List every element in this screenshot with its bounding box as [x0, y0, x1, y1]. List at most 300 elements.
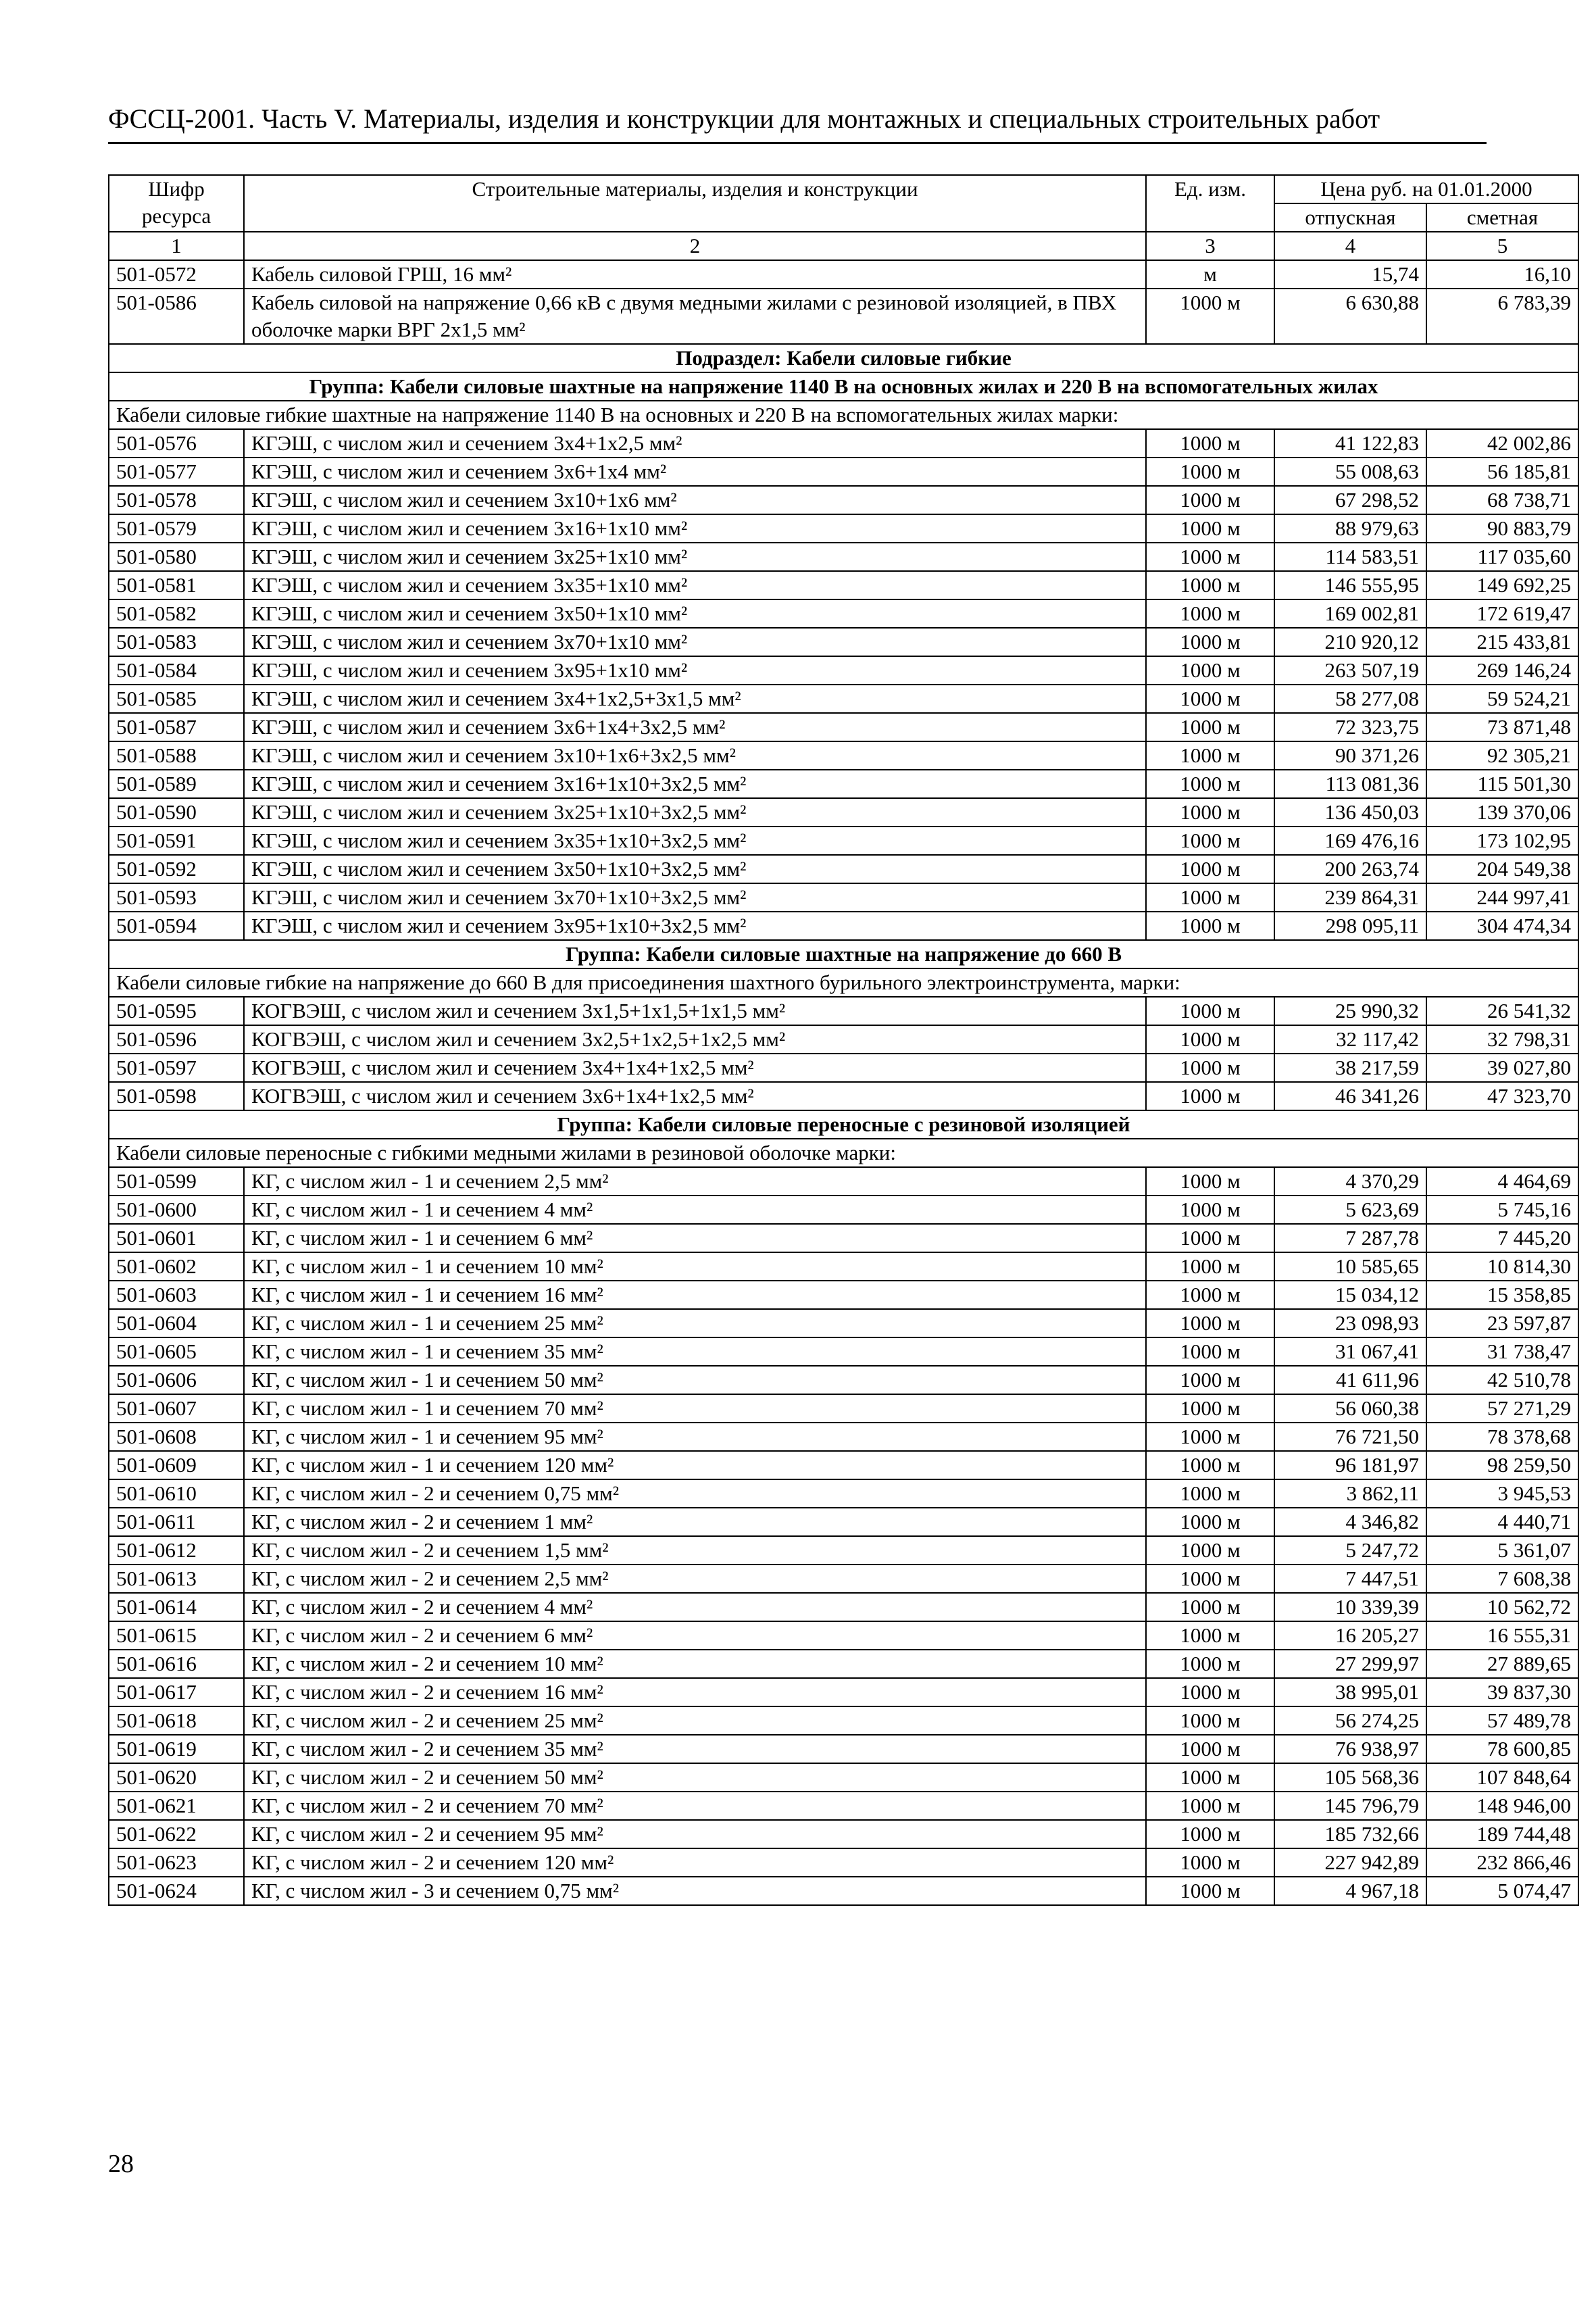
release-price: 10 585,65	[1274, 1252, 1426, 1281]
estimate-price: 3 945,53	[1426, 1479, 1578, 1508]
estimate-price: 5 074,47	[1426, 1877, 1578, 1905]
resource-name: КГЭШ, с числом жил и сечением 3х10+1х6 мм²	[244, 486, 1146, 514]
resource-name: КГ, с числом жил - 1 и сечением 4 мм²	[244, 1196, 1146, 1224]
resource-code: 501-0619	[109, 1735, 244, 1763]
table-row	[109, 599, 1578, 628]
table-row	[109, 429, 1578, 458]
unit-cell: 1000 м	[1146, 486, 1274, 514]
subsection-title: Подраздел: Кабели силовые гибкие	[109, 344, 1578, 372]
table-row	[109, 1565, 1578, 1593]
group-title-row	[109, 940, 1578, 968]
table-row	[109, 1451, 1578, 1479]
resource-name: КГ, с числом жил - 2 и сечением 4 мм²	[244, 1593, 1146, 1621]
resource-code: 501-0601	[109, 1224, 244, 1252]
group-description: Кабели силовые переносные с гибкими медными жилами в резиновой оболочке марки:	[109, 1139, 1578, 1167]
unit-cell: 1000 м	[1146, 1054, 1274, 1082]
unit-cell: 1000 м	[1146, 543, 1274, 571]
column-number: 2	[244, 232, 1146, 260]
unit-cell: 1000 м	[1146, 1792, 1274, 1820]
release-price: 169 002,81	[1274, 599, 1426, 628]
estimate-price: 244 997,41	[1426, 883, 1578, 912]
resource-name: КГ, с числом жил - 1 и сечением 6 мм²	[244, 1224, 1146, 1252]
table-row	[109, 1252, 1578, 1281]
resource-name: КГЭШ, с числом жил и сечением 3х25+1х10 мм²	[244, 543, 1146, 571]
unit-cell: 1000 м	[1146, 289, 1274, 344]
column-number: 4	[1274, 232, 1426, 260]
estimate-price: 215 433,81	[1426, 628, 1578, 656]
release-price: 146 555,95	[1274, 571, 1426, 599]
resource-name: КГЭШ, с числом жил и сечением 3х70+1х10+3х2,5 мм²	[244, 883, 1146, 912]
group-title: Группа: Кабели силовые шахтные на напряжение до 660 В	[109, 940, 1578, 968]
release-price: 185 732,66	[1274, 1820, 1426, 1848]
release-price: 55 008,63	[1274, 458, 1426, 486]
unit-cell: 1000 м	[1146, 458, 1274, 486]
release-price: 56 274,25	[1274, 1706, 1426, 1735]
resource-code: 501-0623	[109, 1848, 244, 1877]
release-price: 10 339,39	[1274, 1593, 1426, 1621]
estimate-price: 7 445,20	[1426, 1224, 1578, 1252]
table-row	[109, 1536, 1578, 1565]
table-row	[109, 260, 1578, 289]
table-row	[109, 713, 1578, 741]
resource-code: 501-0607	[109, 1394, 244, 1423]
unit-cell: 1000 м	[1146, 883, 1274, 912]
resource-code: 501-0624	[109, 1877, 244, 1905]
release-price: 263 507,19	[1274, 656, 1426, 685]
table-row	[109, 1479, 1578, 1508]
release-price: 46 341,26	[1274, 1082, 1426, 1110]
estimate-price: 68 738,71	[1426, 486, 1578, 514]
unit-cell: 1000 м	[1146, 1536, 1274, 1565]
release-price: 90 371,26	[1274, 741, 1426, 770]
resource-name: КГЭШ, с числом жил и сечением 3х10+1х6+3х2,5 мм²	[244, 741, 1146, 770]
resource-code: 501-0588	[109, 741, 244, 770]
release-price: 38 995,01	[1274, 1678, 1426, 1706]
resource-name: КГ, с числом жил - 2 и сечением 0,75 мм²	[244, 1479, 1146, 1508]
table-row	[109, 514, 1578, 543]
unit-cell: 1000 м	[1146, 855, 1274, 883]
table-row	[109, 1735, 1578, 1763]
table-row	[109, 1025, 1578, 1054]
resource-name: КГ, с числом жил - 2 и сечением 1,5 мм²	[244, 1536, 1146, 1565]
estimate-price: 107 848,64	[1426, 1763, 1578, 1792]
release-price: 4 346,82	[1274, 1508, 1426, 1536]
resource-code: 501-0610	[109, 1479, 244, 1508]
release-price: 25 990,32	[1274, 997, 1426, 1025]
unit-cell: 1000 м	[1146, 1706, 1274, 1735]
estimate-price: 10 814,30	[1426, 1252, 1578, 1281]
estimate-price: 6 783,39	[1426, 289, 1578, 344]
unit-cell: 1000 м	[1146, 1508, 1274, 1536]
resource-name: КГ, с числом жил - 2 и сечением 95 мм²	[244, 1820, 1146, 1848]
table-row	[109, 656, 1578, 685]
table-row	[109, 1167, 1578, 1196]
estimate-price: 23 597,87	[1426, 1309, 1578, 1337]
unit-cell: 1000 м	[1146, 1650, 1274, 1678]
release-price: 105 568,36	[1274, 1763, 1426, 1792]
unit-cell: 1000 м	[1146, 1309, 1274, 1337]
release-price: 41 611,96	[1274, 1366, 1426, 1394]
estimate-price: 16 555,31	[1426, 1621, 1578, 1650]
resource-code: 501-0580	[109, 543, 244, 571]
resource-name: КГЭШ, с числом жил и сечением 3х50+1х10 мм²	[244, 599, 1146, 628]
estimate-price: 189 744,48	[1426, 1820, 1578, 1848]
release-price: 58 277,08	[1274, 685, 1426, 713]
unit-cell: 1000 м	[1146, 1196, 1274, 1224]
table-row	[109, 883, 1578, 912]
release-price: 4 967,18	[1274, 1877, 1426, 1905]
unit-cell: 1000 м	[1146, 1167, 1274, 1196]
resource-code: 501-0595	[109, 997, 244, 1025]
resource-code: 501-0620	[109, 1763, 244, 1792]
estimate-price: 149 692,25	[1426, 571, 1578, 599]
table-row	[109, 770, 1578, 798]
resource-name: КГ, с числом жил - 1 и сечением 35 мм²	[244, 1337, 1146, 1366]
table-row	[109, 1621, 1578, 1650]
column-number-row	[109, 232, 1578, 260]
unit-cell: 1000 м	[1146, 1621, 1274, 1650]
group-title: Группа: Кабели силовые переносные с резиновой изоляцией	[109, 1110, 1578, 1139]
unit-cell: 1000 м	[1146, 1848, 1274, 1877]
unit-cell: 1000 м	[1146, 770, 1274, 798]
unit-cell: 1000 м	[1146, 429, 1274, 458]
table-row	[109, 1792, 1578, 1820]
resource-name: КГЭШ, с числом жил и сечением 3х50+1х10+3х2,5 мм²	[244, 855, 1146, 883]
release-price: 15,74	[1274, 260, 1426, 289]
group-title: Группа: Кабели силовые шахтные на напряжение 1140 В на основных жилах и 220 В на вспомогательных жилах	[109, 372, 1578, 401]
release-price: 114 583,51	[1274, 543, 1426, 571]
release-price: 76 938,97	[1274, 1735, 1426, 1763]
resource-code: 501-0584	[109, 656, 244, 685]
estimate-price: 4 464,69	[1426, 1167, 1578, 1196]
unit-cell: 1000 м	[1146, 1678, 1274, 1706]
unit-cell: 1000 м	[1146, 1366, 1274, 1394]
release-price: 56 060,38	[1274, 1394, 1426, 1423]
release-price: 210 920,12	[1274, 628, 1426, 656]
resource-code: 501-0611	[109, 1508, 244, 1536]
estimate-price: 31 738,47	[1426, 1337, 1578, 1366]
resource-name: КГ, с числом жил - 2 и сечением 120 мм²	[244, 1848, 1146, 1877]
resource-name: КГ, с числом жил - 2 и сечением 25 мм²	[244, 1706, 1146, 1735]
unit-cell: 1000 м	[1146, 656, 1274, 685]
column-number: 5	[1426, 232, 1578, 260]
resource-code: 501-0617	[109, 1678, 244, 1706]
resource-name: КГЭШ, с числом жил и сечением 3х16+1х10+3х2,5 мм²	[244, 770, 1146, 798]
table-row	[109, 1281, 1578, 1309]
release-price: 298 095,11	[1274, 912, 1426, 940]
release-price: 27 299,97	[1274, 1650, 1426, 1678]
release-price: 96 181,97	[1274, 1451, 1426, 1479]
release-price: 7 287,78	[1274, 1224, 1426, 1252]
resource-code: 501-0579	[109, 514, 244, 543]
release-price: 32 117,42	[1274, 1025, 1426, 1054]
resource-name: КГ, с числом жил - 1 и сечением 120 мм²	[244, 1451, 1146, 1479]
table-row	[109, 1593, 1578, 1621]
estimate-price: 117 035,60	[1426, 543, 1578, 571]
resource-name: КГ, с числом жил - 2 и сечением 35 мм²	[244, 1735, 1146, 1763]
resource-code: 501-0591	[109, 827, 244, 855]
release-price: 4 370,29	[1274, 1167, 1426, 1196]
unit-cell: 1000 м	[1146, 1337, 1274, 1366]
estimate-price: 232 866,46	[1426, 1848, 1578, 1877]
resource-code: 501-0613	[109, 1565, 244, 1593]
table-row	[109, 1082, 1578, 1110]
resource-code: 501-0594	[109, 912, 244, 940]
unit-cell: 1000 м	[1146, 912, 1274, 940]
resource-code: 501-0587	[109, 713, 244, 741]
resource-name: КОГВЭШ, с числом жил и сечением 3х2,5+1х2,5+1х2,5 мм²	[244, 1025, 1146, 1054]
estimate-price: 4 440,71	[1426, 1508, 1578, 1536]
unit-cell: 1000 м	[1146, 1735, 1274, 1763]
estimate-price: 47 323,70	[1426, 1082, 1578, 1110]
resource-name: КГ, с числом жил - 3 и сечением 0,75 мм²	[244, 1877, 1146, 1905]
table-row	[109, 289, 1578, 344]
table-row	[109, 741, 1578, 770]
estimate-price: 32 798,31	[1426, 1025, 1578, 1054]
unit-cell: 1000 м	[1146, 599, 1274, 628]
unit-cell: 1000 м	[1146, 571, 1274, 599]
table-row	[109, 1337, 1578, 1366]
resource-name: КГ, с числом жил - 2 и сечением 2,5 мм²	[244, 1565, 1146, 1593]
column-header-name: Строительные материалы, изделия и конструкции	[244, 175, 1146, 232]
resource-code: 501-0606	[109, 1366, 244, 1394]
resource-name: КГЭШ, с числом жил и сечением 3х4+1х2,5 мм²	[244, 429, 1146, 458]
table-row	[109, 571, 1578, 599]
estimate-price: 39 837,30	[1426, 1678, 1578, 1706]
estimate-price: 5 745,16	[1426, 1196, 1578, 1224]
unit-cell: 1000 м	[1146, 1252, 1274, 1281]
unit-cell: 1000 м	[1146, 1025, 1274, 1054]
group-description: Кабели силовые гибкие на напряжение до 660 В для присоединения шахтного бурильного электроинструмента, марки:	[109, 968, 1578, 997]
table-row	[109, 1848, 1578, 1877]
estimate-price: 148 946,00	[1426, 1792, 1578, 1820]
unit-cell: 1000 м	[1146, 685, 1274, 713]
estimate-price: 57 271,29	[1426, 1394, 1578, 1423]
estimate-price: 172 619,47	[1426, 599, 1578, 628]
estimate-price: 98 259,50	[1426, 1451, 1578, 1479]
group-description: Кабели силовые гибкие шахтные на напряжение 1140 В на основных и 220 В на вспомогательных жилах марки:	[109, 401, 1578, 429]
resource-name: КГ, с числом жил - 1 и сечением 2,5 мм²	[244, 1167, 1146, 1196]
resource-name: КОГВЭШ, с числом жил и сечением 3х4+1х4+1х2,5 мм²	[244, 1054, 1146, 1082]
table-row	[109, 1877, 1578, 1905]
resource-code: 501-0593	[109, 883, 244, 912]
release-price: 72 323,75	[1274, 713, 1426, 741]
table-header-row	[109, 175, 1578, 203]
estimate-price: 204 549,38	[1426, 855, 1578, 883]
table-row	[109, 458, 1578, 486]
resource-name: КГЭШ, с числом жил и сечением 3х4+1х2,5+3х1,5 мм²	[244, 685, 1146, 713]
resource-name: КГ, с числом жил - 1 и сечением 50 мм²	[244, 1366, 1146, 1394]
column-header-estimate: сметная	[1426, 203, 1578, 232]
unit-cell: 1000 м	[1146, 1877, 1274, 1905]
estimate-price: 139 370,06	[1426, 798, 1578, 827]
release-price: 145 796,79	[1274, 1792, 1426, 1820]
release-price: 113 081,36	[1274, 770, 1426, 798]
resource-name: Кабель силовой ГРШ, 16 мм²	[244, 260, 1146, 289]
table-row	[109, 1508, 1578, 1536]
page-number: 28	[108, 2150, 134, 2178]
estimate-price: 115 501,30	[1426, 770, 1578, 798]
estimate-price: 92 305,21	[1426, 741, 1578, 770]
group-description-row	[109, 1139, 1578, 1167]
table-row	[109, 1423, 1578, 1451]
price-table-body	[109, 175, 1578, 1905]
resource-name: КГ, с числом жил - 1 и сечением 10 мм²	[244, 1252, 1146, 1281]
release-price: 88 979,63	[1274, 514, 1426, 543]
table-row	[109, 1650, 1578, 1678]
resource-code: 501-0604	[109, 1309, 244, 1337]
column-number: 1	[109, 232, 244, 260]
resource-code: 501-0596	[109, 1025, 244, 1054]
release-price: 41 122,83	[1274, 429, 1426, 458]
release-price: 6 630,88	[1274, 289, 1426, 344]
group-description-row	[109, 968, 1578, 997]
resource-code: 501-0622	[109, 1820, 244, 1848]
estimate-price: 73 871,48	[1426, 713, 1578, 741]
resource-name: КГЭШ, с числом жил и сечением 3х35+1х10+3х2,5 мм²	[244, 827, 1146, 855]
resource-name: КГ, с числом жил - 1 и сечением 95 мм²	[244, 1423, 1146, 1451]
resource-code: 501-0585	[109, 685, 244, 713]
unit-cell: 1000 м	[1146, 798, 1274, 827]
release-price: 239 864,31	[1274, 883, 1426, 912]
resource-code: 501-0621	[109, 1792, 244, 1820]
resource-name: КГ, с числом жил - 1 и сечением 16 мм²	[244, 1281, 1146, 1309]
unit-cell: 1000 м	[1146, 1479, 1274, 1508]
resource-name: КГЭШ, с числом жил и сечением 3х25+1х10+3х2,5 мм²	[244, 798, 1146, 827]
resource-code: 501-0599	[109, 1167, 244, 1196]
resource-name: КГЭШ, с числом жил и сечением 3х6+1х4+3х2,5 мм²	[244, 713, 1146, 741]
resource-code: 501-0583	[109, 628, 244, 656]
resource-code: 501-0608	[109, 1423, 244, 1451]
resource-name: КГ, с числом жил - 2 и сечением 70 мм²	[244, 1792, 1146, 1820]
resource-name: КГЭШ, с числом жил и сечением 3х16+1х10 мм²	[244, 514, 1146, 543]
resource-code: 501-0592	[109, 855, 244, 883]
group-title-row	[109, 1110, 1578, 1139]
table-row	[109, 628, 1578, 656]
table-row	[109, 1394, 1578, 1423]
resource-code: 501-0605	[109, 1337, 244, 1366]
table-row	[109, 685, 1578, 713]
resource-code: 501-0590	[109, 798, 244, 827]
estimate-price: 42 510,78	[1426, 1366, 1578, 1394]
estimate-price: 78 378,68	[1426, 1423, 1578, 1451]
release-price: 31 067,41	[1274, 1337, 1426, 1366]
resource-code: 501-0576	[109, 429, 244, 458]
unit-cell: 1000 м	[1146, 1451, 1274, 1479]
estimate-price: 173 102,95	[1426, 827, 1578, 855]
resource-code: 501-0615	[109, 1621, 244, 1650]
table-row	[109, 798, 1578, 827]
resource-name: КГ, с числом жил - 2 и сечением 6 мм²	[244, 1621, 1146, 1650]
estimate-price: 57 489,78	[1426, 1706, 1578, 1735]
resource-code: 501-0609	[109, 1451, 244, 1479]
estimate-price: 56 185,81	[1426, 458, 1578, 486]
unit-cell: 1000 м	[1146, 1224, 1274, 1252]
estimate-price: 27 889,65	[1426, 1650, 1578, 1678]
unit-cell: 1000 м	[1146, 741, 1274, 770]
resource-name: КГ, с числом жил - 2 и сечением 1 мм²	[244, 1508, 1146, 1536]
unit-cell: 1000 м	[1146, 1082, 1274, 1110]
release-price: 169 476,16	[1274, 827, 1426, 855]
release-price: 16 205,27	[1274, 1621, 1426, 1650]
resource-code: 501-0602	[109, 1252, 244, 1281]
resource-code: 501-0586	[109, 289, 244, 344]
resource-name: КГ, с числом жил - 1 и сечением 70 мм²	[244, 1394, 1146, 1423]
resource-name: КОГВЭШ, с числом жил и сечением 3х1,5+1х1,5+1х1,5 мм²	[244, 997, 1146, 1025]
unit-cell: 1000 м	[1146, 628, 1274, 656]
resource-code: 501-0618	[109, 1706, 244, 1735]
resource-name: КГЭШ, с числом жил и сечением 3х70+1х10 мм²	[244, 628, 1146, 656]
resource-name: КГ, с числом жил - 1 и сечением 25 мм²	[244, 1309, 1146, 1337]
price-table	[108, 174, 1579, 1906]
release-price: 67 298,52	[1274, 486, 1426, 514]
resource-code: 501-0614	[109, 1593, 244, 1621]
unit-cell: 1000 м	[1146, 713, 1274, 741]
column-header-release: отпускная	[1274, 203, 1426, 232]
table-row	[109, 855, 1578, 883]
release-price: 200 263,74	[1274, 855, 1426, 883]
table-row	[109, 486, 1578, 514]
resource-name: КГ, с числом жил - 2 и сечением 10 мм²	[244, 1650, 1146, 1678]
resource-code: 501-0612	[109, 1536, 244, 1565]
unit-cell: м	[1146, 260, 1274, 289]
resource-name: КОГВЭШ, с числом жил и сечением 3х6+1х4+1х2,5 мм²	[244, 1082, 1146, 1110]
unit-cell: 1000 м	[1146, 1394, 1274, 1423]
resource-code: 501-0578	[109, 486, 244, 514]
table-row	[109, 1820, 1578, 1848]
resource-name: Кабель силовой на напряжение 0,66 кВ с двумя медными жилами с резиновой изоляцией, в ПВХ оболочке марки ВРГ 2х1,5 мм²	[244, 289, 1146, 344]
estimate-price: 304 474,34	[1426, 912, 1578, 940]
unit-cell: 1000 м	[1146, 1593, 1274, 1621]
table-row	[109, 1678, 1578, 1706]
estimate-price: 39 027,80	[1426, 1054, 1578, 1082]
estimate-price: 269 146,24	[1426, 656, 1578, 685]
resource-code: 501-0603	[109, 1281, 244, 1309]
release-price: 15 034,12	[1274, 1281, 1426, 1309]
table-row	[109, 1309, 1578, 1337]
table-row	[109, 1224, 1578, 1252]
estimate-price: 15 358,85	[1426, 1281, 1578, 1309]
estimate-price: 90 883,79	[1426, 514, 1578, 543]
table-row	[109, 1366, 1578, 1394]
resource-name: КГЭШ, с числом жил и сечением 3х95+1х10+3х2,5 мм²	[244, 912, 1146, 940]
unit-cell: 1000 м	[1146, 1281, 1274, 1309]
column-header-price: Цена руб. на 01.01.2000	[1274, 175, 1578, 203]
unit-cell: 1000 м	[1146, 1423, 1274, 1451]
release-price: 5 247,72	[1274, 1536, 1426, 1565]
unit-cell: 1000 м	[1146, 827, 1274, 855]
resource-code: 501-0597	[109, 1054, 244, 1082]
estimate-price: 16,10	[1426, 260, 1578, 289]
resource-name: КГ, с числом жил - 2 и сечением 16 мм²	[244, 1678, 1146, 1706]
table-row	[109, 1196, 1578, 1224]
release-price: 5 623,69	[1274, 1196, 1426, 1224]
unit-cell: 1000 м	[1146, 1763, 1274, 1792]
estimate-price: 59 524,21	[1426, 685, 1578, 713]
group-title-row	[109, 372, 1578, 401]
resource-code: 501-0577	[109, 458, 244, 486]
resource-code: 501-0582	[109, 599, 244, 628]
unit-cell: 1000 м	[1146, 1565, 1274, 1593]
subsection-title-row	[109, 344, 1578, 372]
resource-code: 501-0600	[109, 1196, 244, 1224]
estimate-price: 10 562,72	[1426, 1593, 1578, 1621]
table-row	[109, 1763, 1578, 1792]
release-price: 76 721,50	[1274, 1423, 1426, 1451]
release-price: 23 098,93	[1274, 1309, 1426, 1337]
resource-name: КГЭШ, с числом жил и сечением 3х6+1х4 мм²	[244, 458, 1146, 486]
estimate-price: 42 002,86	[1426, 429, 1578, 458]
